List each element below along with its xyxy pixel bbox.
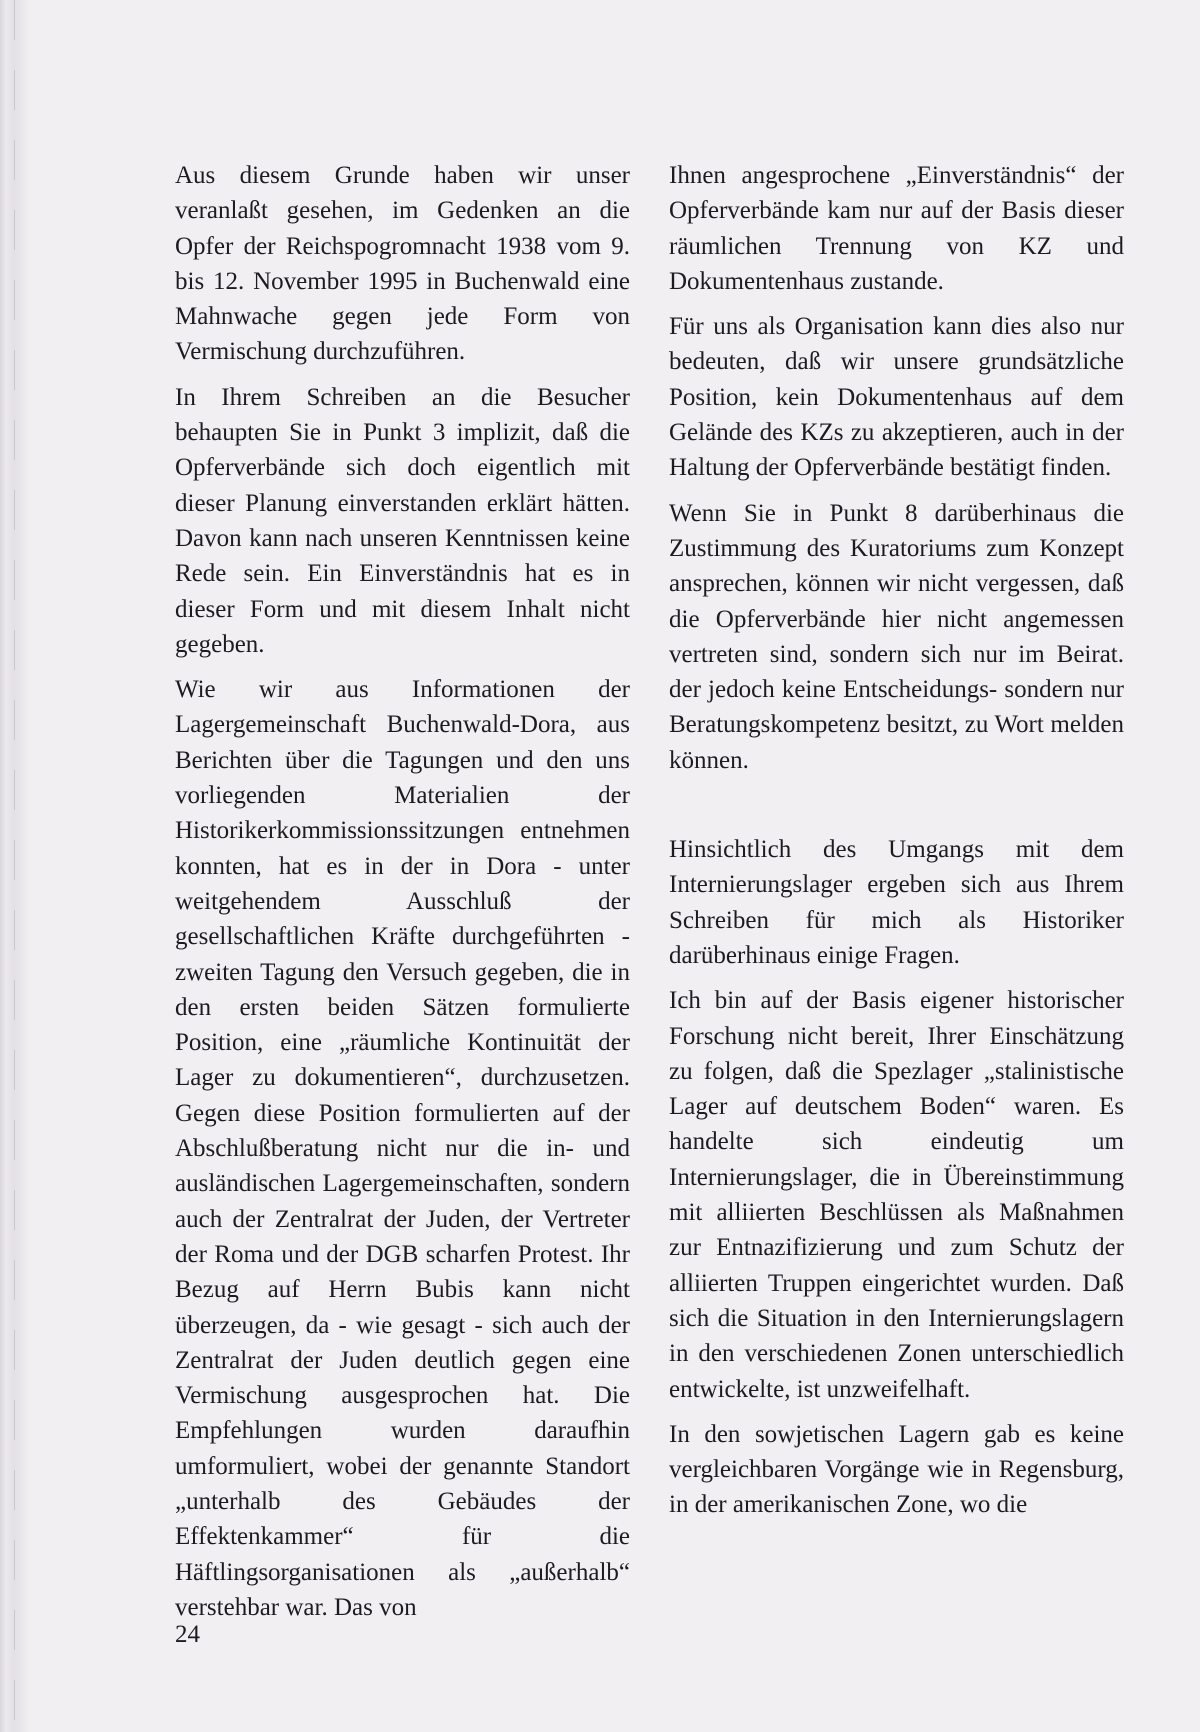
paragraph-einverstaendnis: Ihnen angesprochene „Einverständnis“ der Opferverbände kam nur auf der Basis dieser räumlichen Trennung von KZ und Dokumentenhaus zustande. [669,162,1124,295]
paragraph-mahnwache: Aus diesem Grunde haben wir unser veranlaßt gesehen, im Gedenken an die Opfer der Reichspogromnacht 1938 vom 9. bis 12. November 1995 in Buchenwald eine Mahnwache gegen jede Form von Vermischung durchzuführen. [175,162,630,366]
paragraph-historische-forschung: Ich bin auf der Basis eigener historischer Forschung nicht bereit, Ihrer Einschätzung zu folgen, daß die Spezlager „stalinistische Lager auf deutschem Boden“ waren. Es handelte sich eindeutig um Internierungslager, die in Übereinstimmung mit alliierten Beschlüssen als Maßnahmen zur Entnazifizierung und zum Schutz der alliierten Truppen eingerichtet wurden. Daß sich die Situation in den Internierungslagern in den verschiedenen Zonen unterschiedlich entwickelte, ist unzweifelhaft. [669,987,1124,1403]
paragraph-internierungslager: Hinsichtlich des Umgangs mit dem Internierungslager ergeben sich aus Ihrem Schreiben für mich als Historiker darüberhinaus einige Fragen. [669,836,1124,969]
page-number: 24 [175,1621,200,1648]
paragraph-kuratorium: Wenn Sie in Punkt 8 darüberhinaus die Zustimmung des Kuratoriums zum Konzept ansprechen, können wir nicht vergessen, daß die Opferverbände hier nicht angemessen vertreten sind, sondern sich nur im Beirat. der jedoch keine Entscheidungs- sondern nur Beratungskompetenz besitzt, zu Wort melden können. [669,499,1124,774]
paragraph-schreiben-besucher: In Ihrem Schreiben an die Besucher behaupten Sie in Punkt 3 implizit, daß die Opferverbände sich doch eigentlich mit dieser Planung einverstanden erklärt hätten. Davon kann nach unseren Kenntnissen keine Rede sein. Ein Einverständnis hat es in dieser Form und mit diesem Inhalt nicht gegeben. [175,383,630,658]
paragraph-organisation-position: Für uns als Organisation kann dies also nur bedeuten, daß wir unsere grundsätzliche Position, kein Dokumentenhaus auf dem Gelände des KZs zu akzeptieren, auch in der Haltung der Opferverbände bestätigt finden. [669,313,1124,482]
right-text-column [669,158,1124,1533]
paragraph-sowjetische-lager: In den sowjetischen Lagern gab es keine vergleichbaren Vorgänge wie in Regensburg, in der amerikanischen Zone, wo die [669,1420,1124,1519]
left-text-column [175,158,630,1635]
page-binding-edge [0,0,30,1732]
paragraph-historikerkommission: Wie wir aus Informationen der Lagergemeinschaft Buchenwald-Dora, aus Berichten über die Tagungen und den uns vorliegenden Materialien der Historikerkommissionssitzungen entnehmen konnten, hat es in der in Dora - unter weitgehendem Ausschluß der gesellschaftlichen Kräfte durchgeführten - zweiten Tagung den Versuch gegeben, die in den ersten beiden Sätzen formulierte Position, eine „räumliche Kontinuität der Lager zu dokumentieren“, durchzusetzen. Gegen diese Position formulierten auf der Abschlußberatung nicht nur die in- und ausländischen Lagergemeinschaften, sondern auch der Zentralrat der Juden, der Vertreter der Roma und der DGB scharfen Protest. Ihr Bezug auf Herrn Bubis kann nicht überzeugen, da - wie gesagt - sich auch der Zentralrat der Juden deutlich gegen eine Vermischung ausgesprochen hat. Die Empfehlungen wurden daraufhin umformuliert, wobei der genannte Standort „unterhalb des Gebäudes der Effektenkammer“ für die Häftlingsorganisationen als „außerhalb“ verstehbar war. Das von [175,676,630,1621]
